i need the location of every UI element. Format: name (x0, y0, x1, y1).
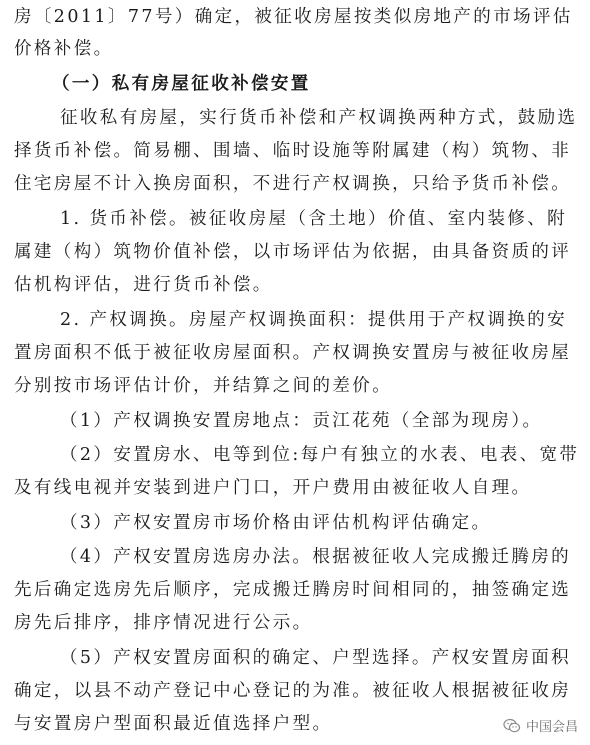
watermark-text: 中国会昌 (525, 720, 578, 735)
text-line-14: （2）安置房水、电等到位:每户有独立的水表、电表、宽带 (60, 445, 580, 465)
text-line-15: 及有线电视并安装到进户门口，开户费用由被征收人自理。 (14, 478, 532, 498)
text-line-2: 价格补偿。 (14, 39, 114, 59)
watermark (503, 716, 578, 735)
text-line-13: （1）产权调换安置房地点：贡江花苑（全部为现房）。 (60, 411, 543, 431)
text-line-7: 1. 货币补偿。被征收房屋（含土地）价值、室内装修、附 (60, 209, 568, 229)
text-line-17: （4）产权安置房选房办法。根据被征收人完成搬迁腾房的 (60, 547, 572, 567)
section-heading: （一）私有房屋征收补偿安置 (52, 74, 311, 94)
text-line-19: 房先后排序，排序情况进行公示。 (14, 613, 313, 633)
text-line-18: 先后确定选房先后顺序，完成搬迁腾房时间相同的，抽签确定选 (14, 580, 572, 600)
text-line-8: 属建（构）筑物价值补偿，以市场评估为依据，由具备资质的评 (14, 242, 572, 262)
text-line-9: 估机构评估，进行货币补偿。 (14, 275, 273, 295)
wechat-logo-icon (503, 717, 521, 735)
text-line-10: 2. 产权调换。房屋产权调换面积：提供用于产权调换的安 (60, 310, 568, 330)
text-line-4: 征收私有房屋，实行货币补偿和产权调换两种方式，鼓励选 (60, 108, 578, 128)
text-line-12: 分别按市场评估计价，并结算之间的差价。 (14, 376, 393, 396)
text-line-1: 房〔2011〕77号）确定，被征收房屋按类似房地产的市场评估 (14, 7, 573, 27)
text-line-16: （3）产权安置房市场价格由评估机构评估确定。 (60, 513, 492, 533)
text-line-11: 置房面积不低于被征收房屋面积。产权调换安置房与被征收房屋 (14, 343, 572, 363)
text-line-21: 确定，以县不动产登记中心登记的为准。被征收人根据被征收房 (14, 681, 572, 701)
text-line-20: （5）产权安置房面积的确定、户型选择。产权安置房面积 (60, 648, 572, 668)
text-line-6: 住宅房屋不计入换房面积，不进行产权调换，只给予货币补偿。 (14, 174, 572, 194)
text-line-22: 与安置房户型面积最近值选择户型。 (14, 714, 333, 734)
text-line-5: 择货币补偿。简易棚、围墙、临时设施等附属建（构）筑物、非 (14, 141, 572, 161)
